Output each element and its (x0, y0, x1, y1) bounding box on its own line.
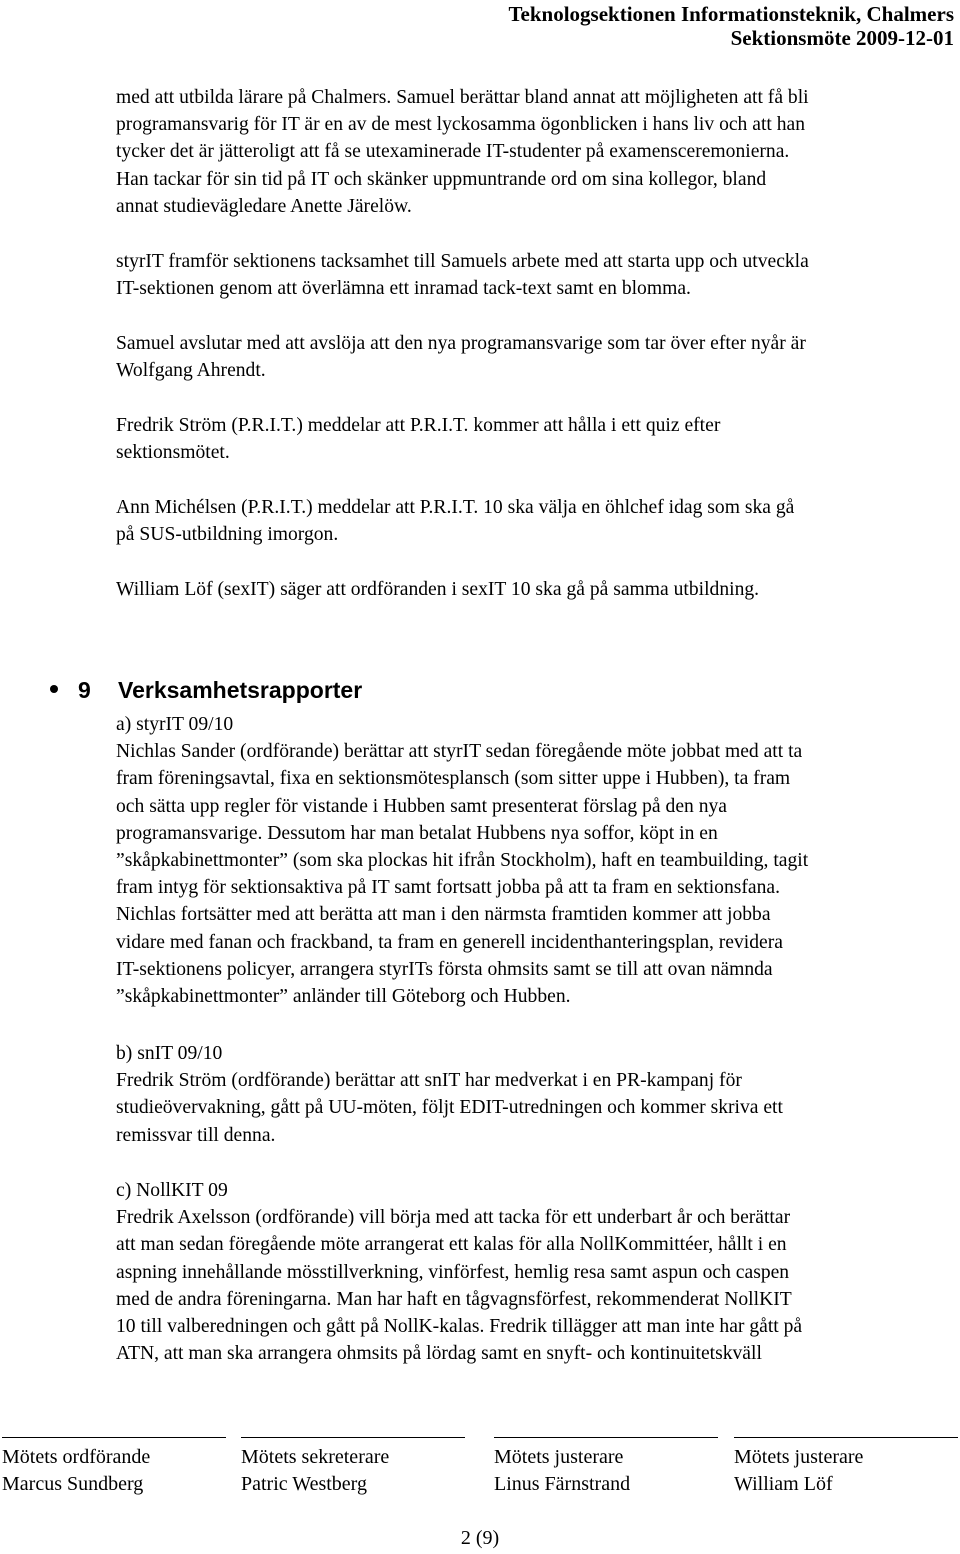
report-nollkit: c) NollKIT 09 Fredrik Axelsson (ordförande) vill börja med att tacka för ett underbart år och berättar att man sedan föregående möte arrangerat ett kalas för alla NollKommittéer, hållt i en aspning innehållande mösstillverkning, vinförfest, hemlig resa samt aspun och caspen med de andra föreningarna. Man har haft en tågvagnsförfest, rekommenderat NollKIT 10 till valberedningen och gått på NollK-kalas. Fredrik tillägger att man inte har gått på ATN, att man ska arrangera ohmsits på lördag samt en snyft- och kontinuitetskväll (116, 1180, 803, 1365)
signature-line-secretary (241, 1437, 465, 1438)
signature-line-adjuster-2 (734, 1437, 958, 1438)
signature-role-chair: Mötets ordförande (2, 1446, 151, 1468)
section-title: Verksamhetsrapporter (118, 677, 363, 703)
signature-line-chair (2, 1437, 226, 1438)
report-styrit: a) styrIT 09/10 Nichlas Sander (ordförande) berättar att styrIT sedan föregående möte jobbat med att ta fram föreningsavtal, fixa en sektionsmötesplansch (som sitter uppe i Hubben), ta fram och sätta upp regler för vistande i Hubben samt presenterat förslag på den nya programansvarige. Dessutom har man betalat Hubbens nya soffor, köpt in en ”skåpkabinettmonter” (som ska plockas hit ifrån Stockholm), haft en teambuilding, tagit fram intyg för sektionsaktiva på IT samt fortsatt jobba på att ta fram en sektionsfana. Nichlas fortsätter med att berätta att man i den närmsta framtiden kommer att jobba vidare med fanan och frackband, ta fram en generell incidenthanteringsplan, revidera IT-sektionens policyer, arrangera styrITs första ohmsits samt se till att ovan nämnda ”skåpkabinettmonter” anländer till Göteborg och Hubben. (116, 714, 809, 1008)
paragraph-styrit-gratitude: styrIT framför sektionens tacksamhet till Samuels arbete med att starta upp och utveckla IT-sektionen genom att överlämna ett inramad tack-text samt en blomma. (116, 251, 809, 300)
section-number: 9 (78, 677, 91, 703)
signature-name-chair: Marcus Sundberg (2, 1473, 144, 1495)
signature-line-adjuster-1 (494, 1437, 718, 1438)
paragraph-prit-ohlchef: Ann Michélsen (P.R.I.T.) meddelar att P.R.I.T. 10 ska välja en öhlchef idag som ska gå på SUS-utbildning imorgon. (116, 497, 795, 546)
signature-name-adjuster-2: William Löf (734, 1473, 833, 1495)
page-number: 2 (9) (460, 1527, 500, 1549)
signature-name-adjuster-1: Linus Färnstrand (494, 1473, 631, 1495)
paragraph-new-programme-lead: Samuel avslutar med att avslöja att den nya programansvarige som tar över efter nyår är Wolfgang Ahrendt. (116, 333, 806, 382)
report-snit: b) snIT 09/10 Fredrik Ström (ordförande) berättar att snIT har medverkat i en PR-kampanj för studieövervakning, gått på UU-möten, följt EDIT-utredningen och kommer skriva ett remissvar till denna. (116, 1043, 783, 1146)
paragraph-samuel-thanks: med att utbilda lärare på Chalmers. Samuel berättar bland annat att möjligheten att få bli programansvarig för IT är en av de mest lyckosamma ögonblicken i hans liv och att han tycker det är jätteroligt att få se utexaminerade IT-studenter på examensceremonierna. Han tackar för sin tid på IT och skänker uppmuntrande ord om sina kollegor, bland annat studievägledare Anette Järelöw. (116, 87, 809, 217)
paragraph-prit-quiz: Fredrik Ström (P.R.I.T.) meddelar att P.R.I.T. kommer att hålla i ett quiz efter sektionsmötet. (116, 415, 721, 464)
signature-role-secretary: Mötets sekreterare (241, 1446, 390, 1468)
header-meeting-date: Sektionsmöte 2009-12-01 (730, 26, 954, 50)
header-org: Teknologsektionen Informationsteknik, Chalmers (508, 2, 954, 26)
signature-role-adjuster-2: Mötets justerare (734, 1446, 864, 1468)
signature-role-adjuster-1: Mötets justerare (494, 1446, 624, 1468)
signature-name-secretary: Patric Westberg (241, 1473, 367, 1495)
section-heading (52, 674, 362, 706)
paragraph-sexit: William Löf (sexIT) säger att ordföranden i sexIT 10 ska gå på samma utbildning. (116, 579, 760, 600)
